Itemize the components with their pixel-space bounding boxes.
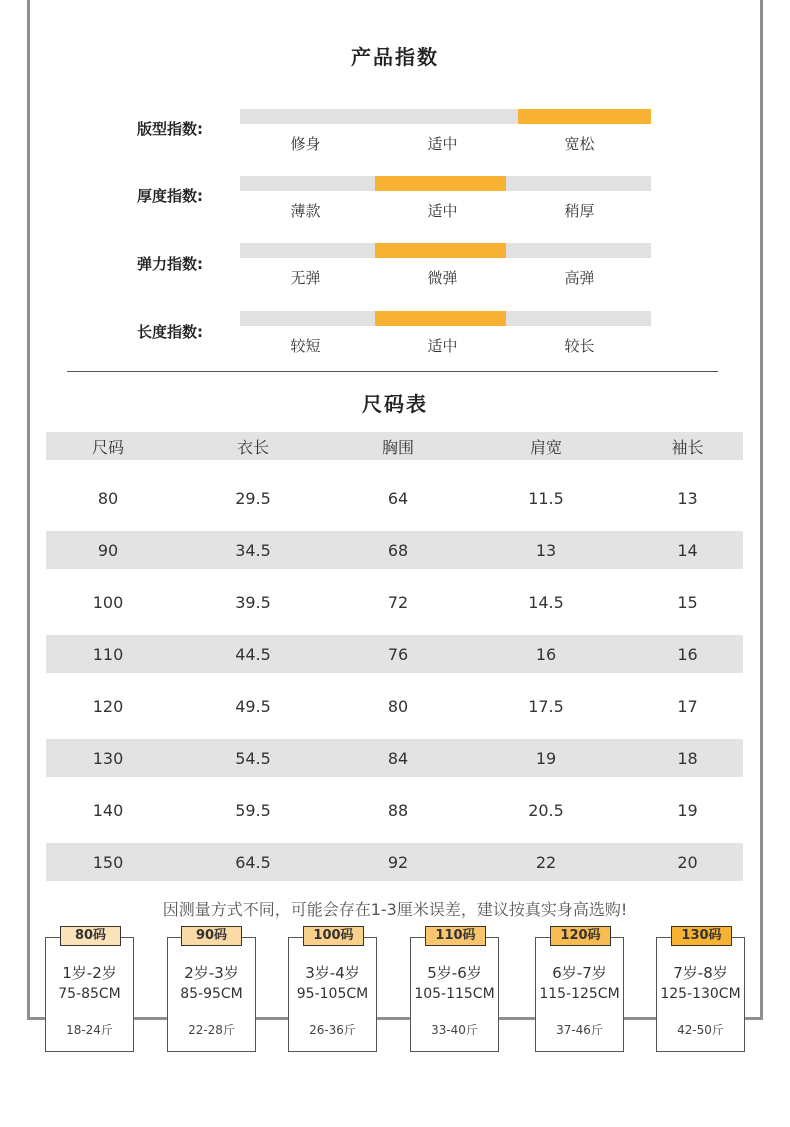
table-cell: 13 [535, 540, 557, 560]
table-row [46, 576, 743, 628]
table-cell: 54.5 [235, 748, 271, 768]
index-option: 适中 [427, 135, 458, 153]
table-cell: 13 [677, 488, 698, 508]
table-header-cell: 衣长 [236, 437, 269, 457]
size-card-height: 115-125CM [539, 986, 620, 1002]
size-card-age: 3岁-4岁 [305, 964, 360, 982]
size-card-age: 2岁-3岁 [184, 964, 239, 982]
table-header-row [46, 432, 743, 460]
size-card [656, 937, 745, 1052]
table-cell: 15 [677, 592, 698, 612]
size-card-age: 5岁-6岁 [427, 964, 482, 982]
index-marker [375, 243, 506, 258]
index-bar [240, 311, 651, 326]
index-option: 较短 [290, 337, 321, 355]
size-card-height: 95-105CM [296, 986, 369, 1002]
table-header-cell: 尺码 [91, 437, 124, 457]
index-marker [518, 109, 651, 124]
index-option: 无弹 [290, 269, 321, 287]
table-cell: 76 [387, 644, 409, 664]
index-option: 修身 [290, 135, 321, 153]
index-section-title: 产品指数 [351, 45, 439, 69]
measurement-note: 因测量方式不同，可能会存在1-3厘米误差，建议按真实身高选购! [162, 900, 628, 919]
table-row [46, 843, 743, 881]
index-bar [240, 243, 651, 258]
table-cell: 100 [92, 592, 124, 612]
size-card-tag: 80码 [60, 926, 121, 946]
size-table [46, 432, 743, 888]
table-header-cell: 肩宽 [529, 437, 562, 457]
index-option: 高弹 [564, 269, 595, 287]
size-card-tag: 100码 [303, 926, 364, 946]
size-card-tag: 90码 [181, 926, 242, 946]
table-cell: 68 [387, 540, 409, 560]
table-cell: 130 [92, 748, 124, 768]
index-marker [375, 311, 506, 326]
index-marker [375, 176, 506, 191]
table-cell: 64.5 [235, 852, 271, 872]
index-bar [240, 176, 651, 191]
table-cell: 19 [535, 748, 557, 768]
table-cell: 120 [92, 696, 124, 716]
size-card-weight: 42-50斤 [677, 1023, 724, 1037]
size-card-height: 85-95CM [180, 986, 243, 1002]
size-card [410, 937, 499, 1052]
table-cell: 49.5 [235, 696, 271, 716]
index-option: 较长 [564, 337, 595, 355]
size-card [535, 937, 624, 1052]
table-cell: 140 [92, 800, 124, 820]
index-bar [240, 109, 651, 124]
table-cell: 80 [97, 488, 119, 508]
size-table-title: 尺码表 [362, 392, 428, 416]
table-cell: 20.5 [528, 800, 564, 820]
size-card-tag: 110码 [425, 926, 486, 946]
size-card-weight: 33-40斤 [431, 1023, 478, 1037]
table-cell: 92 [387, 852, 409, 872]
index-option: 微弹 [427, 269, 458, 287]
table-cell: 29.5 [235, 488, 271, 508]
table-cell: 16 [535, 644, 557, 664]
index-option: 稍厚 [564, 202, 595, 220]
table-cell: 84 [387, 748, 409, 768]
size-card-weight: 18-24斤 [66, 1023, 113, 1037]
index-label: 版型指数: [137, 120, 203, 138]
table-cell: 16 [677, 644, 698, 664]
size-card-height: 105-115CM [414, 986, 495, 1002]
table-row [46, 680, 743, 732]
size-card [167, 937, 256, 1052]
index-label: 弹力指数: [137, 255, 203, 273]
table-cell: 22 [535, 852, 557, 872]
size-card-weight: 22-28斤 [188, 1023, 235, 1037]
table-cell: 18 [677, 748, 698, 768]
size-card [288, 937, 377, 1052]
table-row [46, 472, 743, 524]
table-row [46, 784, 743, 836]
table-cell: 110 [92, 644, 124, 664]
index-option: 适中 [427, 202, 458, 220]
size-card-age: 6岁-7岁 [552, 964, 607, 982]
table-row [46, 635, 743, 673]
table-row [46, 739, 743, 777]
size-card-height: 125-130CM [660, 986, 741, 1002]
section-divider [67, 371, 718, 372]
table-cell: 14 [677, 540, 698, 560]
index-option: 宽松 [564, 135, 595, 153]
table-cell: 80 [387, 696, 409, 716]
index-option: 薄款 [290, 202, 321, 220]
size-card-tag: 130码 [671, 926, 732, 946]
table-cell: 34.5 [235, 540, 271, 560]
size-card-tag: 120码 [550, 926, 611, 946]
index-label: 厚度指数: [137, 187, 203, 205]
size-card-weight: 37-46斤 [556, 1023, 603, 1037]
table-header-cell: 胸围 [381, 437, 414, 457]
table-cell: 88 [387, 800, 409, 820]
size-card [45, 937, 134, 1052]
table-cell: 39.5 [235, 592, 271, 612]
size-card-age: 1岁-2岁 [62, 964, 117, 982]
table-cell: 150 [92, 852, 124, 872]
size-card-weight: 26-36斤 [309, 1023, 356, 1037]
index-label: 长度指数: [137, 323, 203, 341]
table-cell: 14.5 [528, 592, 564, 612]
table-cell: 72 [387, 592, 409, 612]
table-row [46, 531, 743, 569]
table-cell: 90 [97, 540, 119, 560]
table-header-cell: 袖长 [671, 437, 704, 457]
index-option: 适中 [427, 337, 458, 355]
size-card-age: 7岁-8岁 [673, 964, 728, 982]
table-cell: 11.5 [528, 488, 564, 508]
table-cell: 20 [677, 852, 698, 872]
table-cell: 59.5 [235, 800, 271, 820]
table-cell: 64 [387, 488, 409, 508]
table-cell: 19 [677, 800, 698, 820]
table-cell: 44.5 [235, 644, 271, 664]
size-card-height: 75-85CM [58, 986, 121, 1002]
table-cell: 17.5 [528, 696, 564, 716]
table-cell: 17 [677, 696, 698, 716]
